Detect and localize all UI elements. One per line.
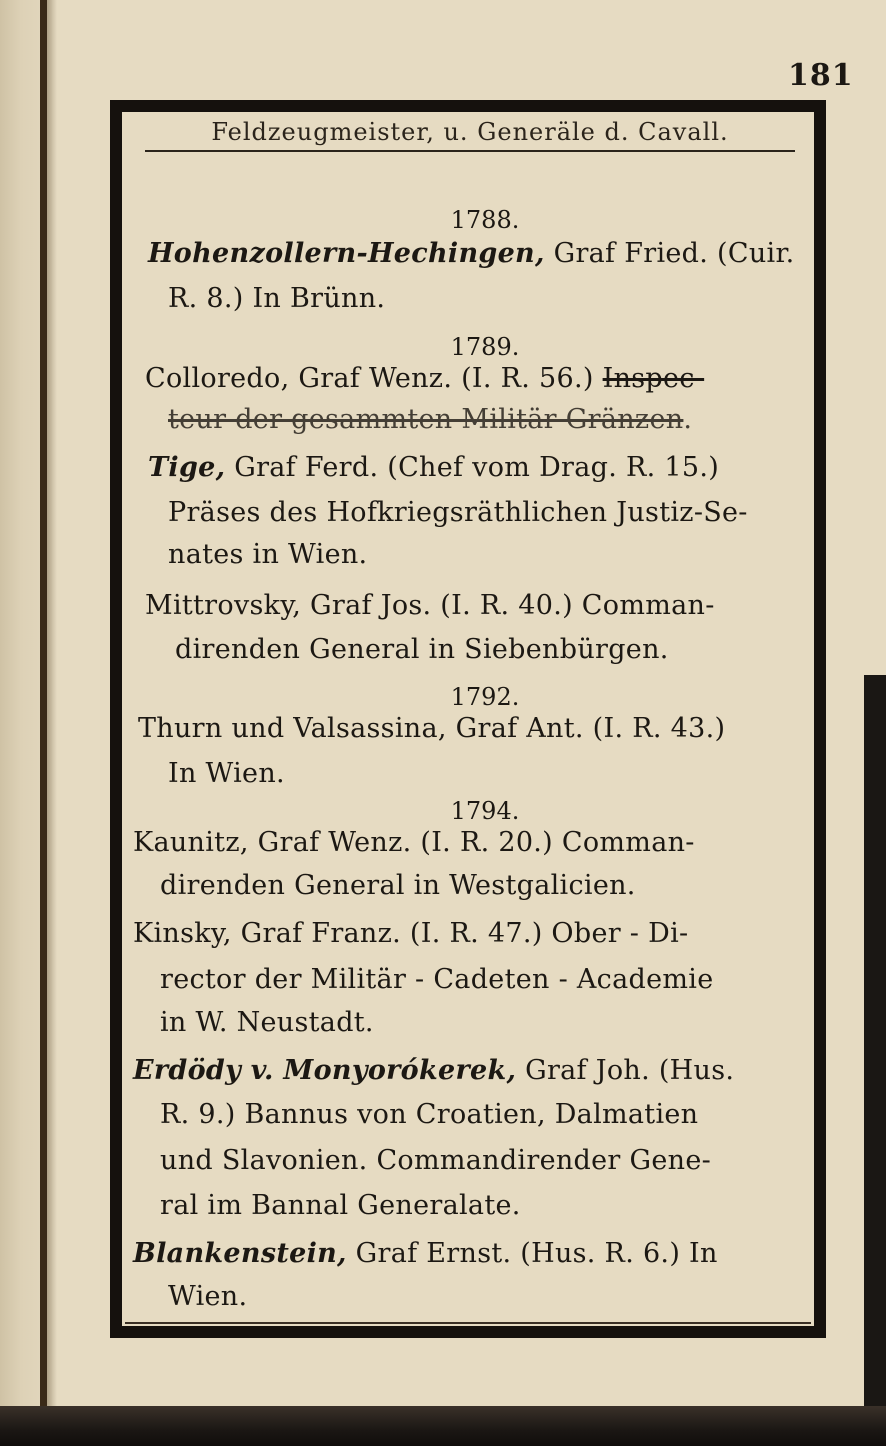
gutter-shadow xyxy=(47,0,57,1446)
page-number: 181 xyxy=(788,58,854,93)
year-1794: 1794. xyxy=(450,797,520,825)
entry-name: Hohenzollern-Hechingen, xyxy=(148,238,545,269)
year-1789: 1789. xyxy=(450,333,520,361)
entry-text: Graf Ernst. (Hus. R. 6.) In xyxy=(346,1238,718,1269)
entry-tige-line-3: nates in Wien. xyxy=(168,539,368,570)
entry-kaunitz-line-2: direnden General in Westgalicien. xyxy=(160,870,636,901)
entry-name: Blankenstein, xyxy=(133,1238,347,1269)
entry-hohenzollern-line-1 xyxy=(148,238,795,269)
scan-bottom-edge xyxy=(0,1406,886,1446)
struck-text: teur der gesammten Militär Gränzen xyxy=(168,404,684,435)
entry-erdody-line-4: ral im Bannal Generalate. xyxy=(160,1190,521,1221)
entry-kinsky-line-3: in W. Neustadt. xyxy=(160,1007,374,1038)
entry-erdody-line-1 xyxy=(133,1055,734,1086)
entry-mittrovsky-line-1: Mittrovsky, Graf Jos. (I. R. 40.) Comman- xyxy=(145,590,715,621)
entry-thurn-line-2: In Wien. xyxy=(168,758,285,789)
binding-edge xyxy=(40,0,47,1446)
entry-blankenstein-line-2: Wien. xyxy=(168,1281,248,1312)
entry-thurn-line-1: Thurn und Valsassina, Graf Ant. (I. R. 43.) xyxy=(138,713,726,744)
entry-name: Erdödy v. Monyorókerek, xyxy=(133,1055,517,1086)
entry-text: Graf Ferd. (Chef vom Drag. R. 15.) xyxy=(225,452,720,483)
entry-text: Graf Joh. (Hus. xyxy=(516,1055,735,1086)
entry-kinsky-line-2: rector der Militär - Cadeten - Academie xyxy=(160,964,714,995)
entry-hohenzollern-line-2: R. 8.) In Brünn. xyxy=(168,283,386,314)
entry-text: Colloredo, Graf Wenz. (I. R. 56.) xyxy=(145,363,603,394)
entry-colloredo-line-1 xyxy=(145,363,704,394)
entry-erdody-line-3: und Slavonien. Commandirender Gene- xyxy=(160,1145,712,1176)
entry-text: . xyxy=(683,404,693,435)
entry-tige-line-1 xyxy=(148,452,719,483)
entry-colloredo-line-2 xyxy=(168,404,692,435)
entry-name: Tige, xyxy=(148,452,226,483)
struck-text: Inspec- xyxy=(602,363,705,394)
entry-erdody-line-2: R. 9.) Bannus von Croatien, Dalmatien xyxy=(160,1099,699,1130)
scan-edge xyxy=(864,675,886,1446)
entry-kinsky-line-1: Kinsky, Graf Franz. (I. R. 47.) Ober - Di- xyxy=(133,918,689,949)
entry-blankenstein-line-1 xyxy=(133,1238,718,1269)
year-1792: 1792. xyxy=(450,683,520,711)
year-1788: 1788. xyxy=(450,206,520,234)
running-header: Feldzeugmeister, u. Generäle d. Cavall. xyxy=(145,118,795,152)
entry-tige-line-2: Präses des Hofkriegsräthlichen Justiz-Se- xyxy=(168,497,748,528)
entry-text: Graf Fried. (Cuir. xyxy=(544,238,795,269)
entry-kaunitz-line-1: Kaunitz, Graf Wenz. (I. R. 20.) Comman- xyxy=(133,827,695,858)
bottom-rule xyxy=(125,1322,811,1324)
entry-mittrovsky-line-2: direnden General in Siebenbürgen. xyxy=(175,634,669,665)
